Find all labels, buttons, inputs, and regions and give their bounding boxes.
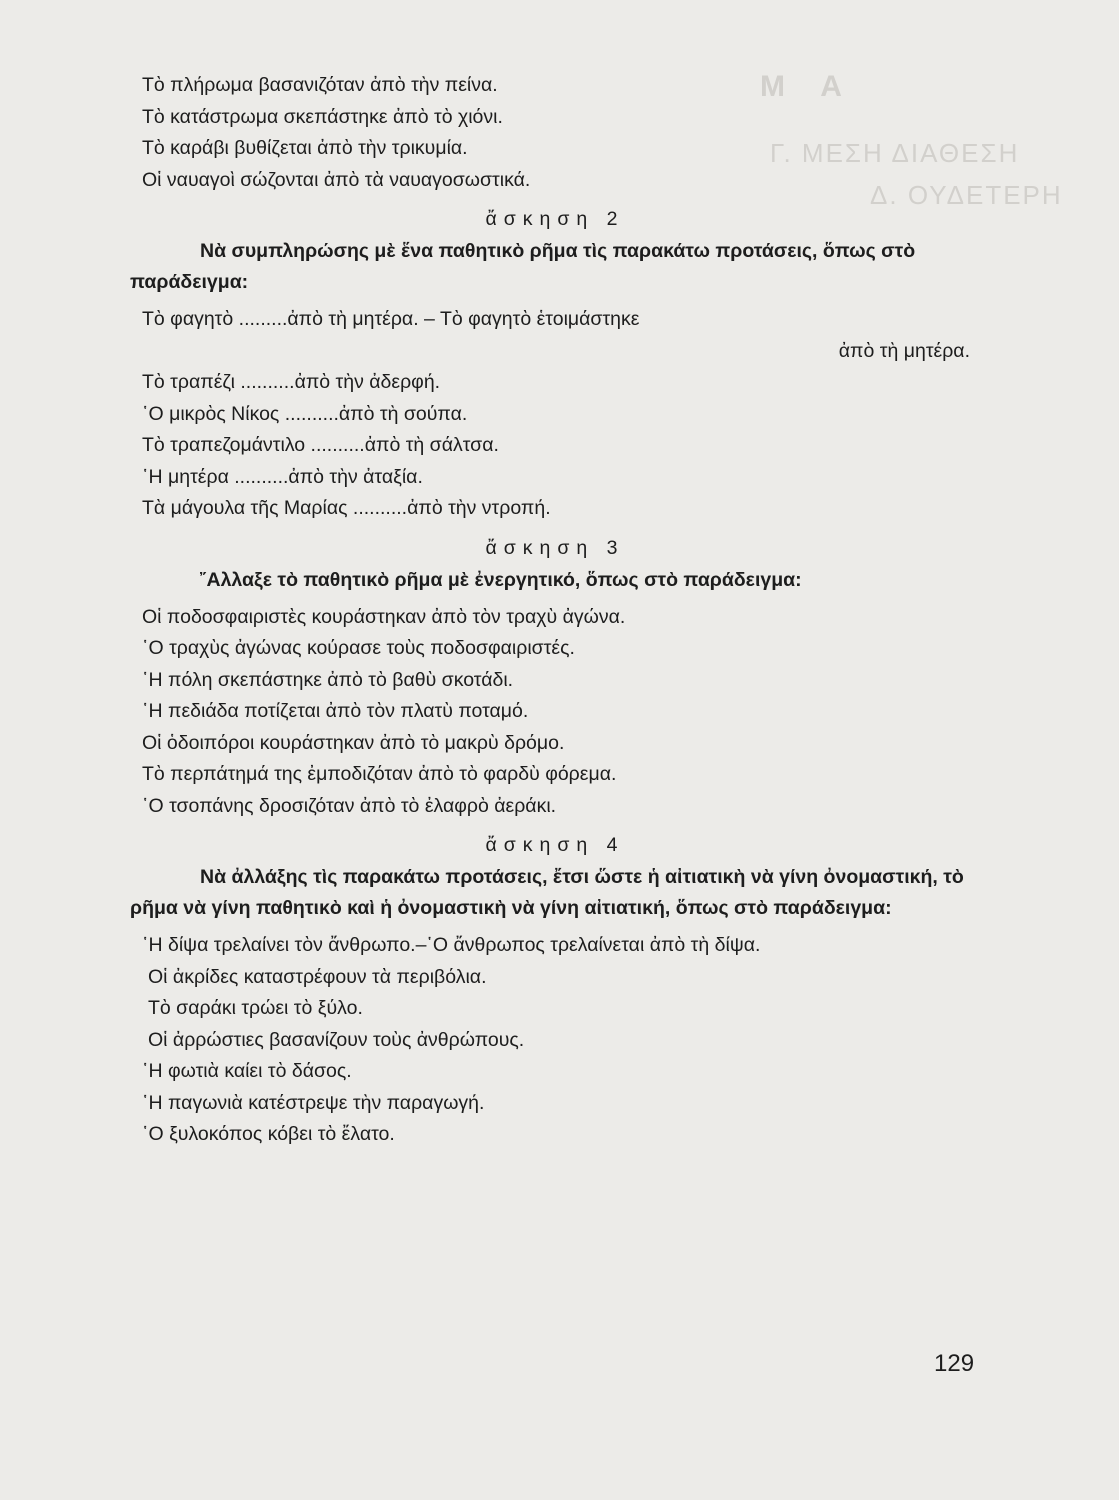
example-continuation: ἀπὸ τὴ μητέρα. xyxy=(838,339,970,362)
text-line: ῾Η μητέρα ..........ἀπὸ τὴν ἀταξία. xyxy=(142,465,423,488)
example-line: Τὸ φαγητὸ .........ἀπὸ τὴ μητέρα. – Τὸ φαγητὸ ἑτοιμάστηκε xyxy=(142,308,640,330)
exercise-instruction: Νὰ ἀλλάξης τὶς παρακάτω προτάσεις, ἔτσι ὥστε ἡ αἰτιατικὴ νὰ γίνη ὀνομαστική, τὸ ρῆμα νὰ γίνη παθητικὸ καὶ ἡ ὀνομαστικὴ νὰ γίνη αἰτιατική, ὅπως στὸ παράδειγμα: xyxy=(130,866,964,919)
text-line: ῾Ο τραχὺς ἀγώνας κούρασε τοὺς ποδοσφαιριστές. xyxy=(142,637,575,659)
text-line: Τὰ μάγουλα τῆς Μαρίας ..........ἀπὸ τὴν ντροπή. xyxy=(142,497,551,519)
show-through-decoration: Μ Α xyxy=(760,70,856,103)
exercise-instruction: Νὰ συμπληρώσης μὲ ἕνα παθητικὸ ρῆμα τὶς παρακάτω προτάσεις, ὅπως στὸ παράδειγμα: xyxy=(130,240,916,293)
example-line: ῾Η δίψα τρελαίνει τὸν ἄνθρωπο.–῾Ο ἄνθρωπος τρελαίνεται ἀπὸ τὴ δίψα. xyxy=(142,934,761,956)
page-content xyxy=(130,70,980,1157)
text-line: ῾Ο μικρὸς Νίκος ..........ἀπὸ τὴ σούπα. xyxy=(142,402,468,425)
text-line: ῾Ο τσοπάνης δροσιζόταν ἀπὸ τὸ ἐλαφρὸ ἀεράκι. xyxy=(142,794,557,817)
text-line: Τὸ τραπεζομάντιλο ..........ἀπὸ τὴ σάλτσα. xyxy=(142,434,499,456)
exercise-4-lines xyxy=(130,930,980,1151)
exercise-heading: ἄσκηση 3 xyxy=(485,536,625,559)
text-line: ῾Ο ξυλοκόπος κόβει τὸ ἔλατο. xyxy=(142,1123,395,1145)
exercise-heading: ἄσκηση 2 xyxy=(485,208,625,230)
text-line: ῾Η πεδιάδα ποτίζεται ἀπὸ τὸν πλατὺ ποταμό. xyxy=(142,700,529,722)
page-number: 129 xyxy=(934,1350,975,1377)
text-line: Οἱ ποδοσφαιριστὲς κουράστηκαν ἀπὸ τὸν τραχὺ ἀγώνα. xyxy=(142,605,626,628)
text-line: Οἱ ἀκρίδες καταστρέφουν τὰ περιβόλια. xyxy=(148,965,487,988)
text-line: Τὸ περπάτημά της ἐμποδιζόταν ἀπὸ τὸ φαρδὺ φόρεμα. xyxy=(142,763,617,785)
intro-sentences xyxy=(130,70,980,196)
exercise-heading: ἄσκηση 4 xyxy=(485,834,625,856)
text-line: Τὸ τραπέζι ..........ἀπὸ τὴν ἀδερφή. xyxy=(142,371,441,393)
show-through-decoration: Γ. ΜΕΣΗ ΔΙΑΘΕΣΗ xyxy=(770,138,1020,168)
text-line: Τὸ καράβι βυθίζεται ἀπὸ τὴν τρικυμία. xyxy=(142,137,468,159)
exercise-3-lines xyxy=(130,602,980,823)
text-line: Οἱ ὁδοιπόροι κουράστηκαν ἀπὸ τὸ μακρὺ δρόμο. xyxy=(142,731,565,754)
show-through-decoration: Δ. ΟΥΔΕΤΕΡΗ xyxy=(870,180,1063,210)
text-line: ῾Η φωτιὰ καίει τὸ δάσος. xyxy=(142,1060,352,1082)
text-line: Οἱ ναυαγοὶ σώζονται ἀπὸ τὰ ναυαγοσωστικά. xyxy=(142,168,531,191)
text-line: ῾Η παγωνιὰ κατέστρεψε τὴν παραγωγή. xyxy=(142,1091,485,1114)
text-line: ῾Η πόλη σκεπάστηκε ἀπὸ τὸ βαθὺ σκοτάδι. xyxy=(142,668,514,691)
text-line: Τὸ πλήρωμα βασανιζόταν ἀπὸ τὴν πείνα. xyxy=(142,74,498,96)
text-line: Οἱ ἀρρώστιες βασανίζουν τοὺς ἀνθρώπους. xyxy=(148,1028,525,1051)
text-line: Τὸ σαράκι τρώει τὸ ξύλο. xyxy=(148,997,363,1019)
exercise-instruction: ῎Αλλαξε τὸ παθητικὸ ρῆμα μὲ ἐνεργητικό, ὅπως στὸ παράδειγμα: xyxy=(200,568,802,591)
exercise-2-lines xyxy=(130,304,980,525)
text-line: Τὸ κατάστρωμα σκεπάστηκε ἀπὸ τὸ χιόνι. xyxy=(142,105,503,128)
